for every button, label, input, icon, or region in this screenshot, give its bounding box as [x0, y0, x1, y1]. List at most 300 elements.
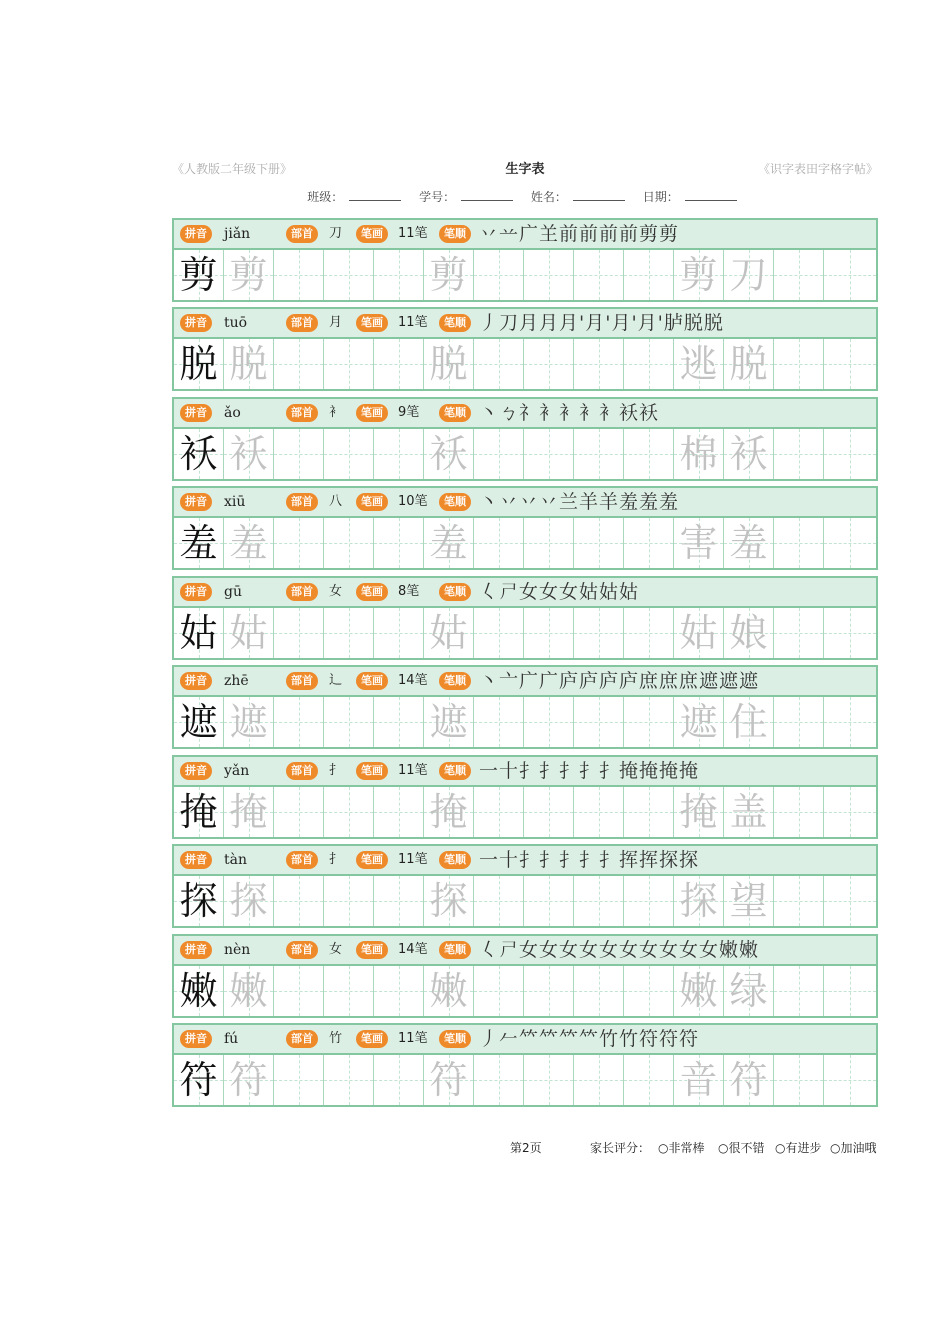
strokes-value: 11笔	[398, 315, 428, 330]
trace-character: 袄	[229, 432, 268, 476]
grid-cell[interactable]	[774, 339, 824, 389]
pinyin-tag: 拼音	[180, 851, 212, 869]
name-field[interactable]	[573, 190, 625, 201]
number-label: 学号：	[419, 190, 456, 204]
model-character: 符	[179, 1058, 218, 1102]
grid-cell[interactable]	[624, 250, 674, 300]
trace-character: 袄	[429, 432, 468, 476]
grid-cell[interactable]	[674, 608, 724, 658]
grid-cell[interactable]	[424, 250, 474, 300]
writing-grid	[172, 516, 878, 570]
order-tag: 笔顺	[439, 225, 471, 243]
grid-cell[interactable]	[624, 966, 674, 1016]
info-bar	[172, 665, 878, 695]
trace-character: 探	[229, 879, 268, 923]
grid-cell[interactable]	[324, 250, 374, 300]
grid-cell[interactable]	[374, 966, 424, 1016]
strokes-value: 11笔	[398, 226, 428, 241]
radical-tag: 部首	[286, 314, 318, 332]
strokes-tag: 笔画	[356, 225, 388, 243]
grid-cell[interactable]	[674, 339, 724, 389]
grid-cell[interactable]	[774, 697, 824, 747]
radical-tag: 部首	[286, 762, 318, 780]
class-label: 班级：	[307, 190, 344, 204]
grid-cell[interactable]	[274, 339, 324, 389]
pinyin-tag: 拼音	[180, 404, 212, 422]
grid-cell[interactable]	[424, 787, 474, 837]
order-tag: 笔顺	[439, 1030, 471, 1048]
grid-cell[interactable]	[274, 1055, 324, 1105]
grid-cell[interactable]	[824, 787, 876, 837]
grid-cell[interactable]	[374, 429, 424, 479]
grid-cell[interactable]	[574, 518, 624, 568]
trace-character: 脱	[729, 342, 768, 386]
grid-cell[interactable]	[224, 697, 274, 747]
pinyin-tag: 拼音	[180, 1030, 212, 1048]
grid-cell[interactable]	[774, 876, 824, 926]
grid-cell[interactable]	[724, 250, 774, 300]
grid-cell[interactable]	[424, 518, 474, 568]
grid-cell[interactable]	[674, 787, 724, 837]
pinyin-tag: 拼音	[180, 762, 212, 780]
pinyin-value: zhē	[224, 673, 249, 689]
grid-cell[interactable]	[274, 518, 324, 568]
trace-character: 嫩	[429, 969, 468, 1013]
grid-cell[interactable]	[424, 876, 474, 926]
grid-cell[interactable]	[824, 429, 876, 479]
radical-tag: 部首	[286, 851, 318, 869]
grid-cell[interactable]	[824, 876, 876, 926]
grid-cell[interactable]	[424, 429, 474, 479]
grid-cell[interactable]	[174, 876, 224, 926]
grid-cell[interactable]	[224, 429, 274, 479]
trace-character: 羞	[729, 521, 768, 565]
grid-cell[interactable]	[324, 966, 374, 1016]
grid-cell[interactable]	[574, 1055, 624, 1105]
trace-character: 刀	[729, 253, 768, 297]
pinyin-value: fú	[224, 1031, 239, 1047]
pinyin-value: xiū	[224, 494, 246, 510]
radical-value: 衤	[329, 405, 343, 420]
order-tag: 笔顺	[439, 314, 471, 332]
rating-option-good[interactable]: ○很不错	[718, 1141, 765, 1155]
grid-cell[interactable]	[824, 1055, 876, 1105]
grid-cell[interactable]	[474, 876, 524, 926]
grid-cell[interactable]	[574, 787, 624, 837]
model-character: 羞	[179, 521, 218, 565]
rating-option-progress[interactable]: ○有进步	[775, 1141, 822, 1155]
grid-cell[interactable]	[624, 339, 674, 389]
strokes-tag: 笔画	[356, 672, 388, 690]
grid-cell[interactable]	[174, 966, 224, 1016]
grid-cell[interactable]	[374, 339, 424, 389]
grid-cell[interactable]	[824, 697, 876, 747]
grid-cell[interactable]	[724, 966, 774, 1016]
grid-cell[interactable]	[474, 429, 524, 479]
trace-character: 符	[429, 1058, 468, 1102]
grid-cell[interactable]	[724, 339, 774, 389]
radical-value: 刀	[329, 226, 343, 241]
grid-cell[interactable]	[774, 608, 824, 658]
stroke-order: 丿𠂉𥫗𥫗𥫗𥫗竹竹符符符	[479, 1028, 700, 1050]
model-character: 剪	[179, 253, 218, 297]
book-title: 《人教版二年级下册》	[172, 162, 293, 176]
grid-cell[interactable]	[574, 966, 624, 1016]
trace-character: 嫩	[679, 969, 718, 1013]
stroke-order: 一十扌扌扌扌扌掩掩掩掩	[479, 760, 700, 782]
pinyin-tag: 拼音	[180, 314, 212, 332]
trace-character: 符	[229, 1058, 268, 1102]
trace-character: 羞	[429, 521, 468, 565]
pinyin-tag: 拼音	[180, 672, 212, 690]
grid-cell[interactable]	[374, 608, 424, 658]
strokes-value: 10笔	[398, 494, 428, 509]
rating-option-keep-going[interactable]: ○加油哦	[830, 1141, 877, 1155]
character-row	[172, 934, 878, 1016]
radical-tag: 部首	[286, 941, 318, 959]
trace-character: 逃	[679, 342, 718, 386]
radical-value: 扌	[329, 852, 343, 867]
trace-character: 遮	[429, 700, 468, 744]
grid-cell[interactable]	[524, 966, 574, 1016]
strokes-value: 11笔	[398, 852, 428, 867]
strokes-value: 14笔	[398, 673, 428, 688]
grid-cell[interactable]	[824, 339, 876, 389]
grid-cell[interactable]	[774, 250, 824, 300]
grid-cell[interactable]	[374, 787, 424, 837]
grid-cell[interactable]	[224, 1055, 274, 1105]
strokes-value: 14笔	[398, 942, 428, 957]
writing-grid	[172, 1053, 878, 1107]
trace-character: 剪	[679, 253, 718, 297]
grid-cell[interactable]	[174, 608, 224, 658]
strokes-tag: 笔画	[356, 314, 388, 332]
grid-cell[interactable]	[674, 697, 724, 747]
grid-cell[interactable]	[724, 876, 774, 926]
radical-tag: 部首	[286, 1030, 318, 1048]
trace-character: 脱	[229, 342, 268, 386]
grid-cell[interactable]	[674, 518, 724, 568]
grid-cell[interactable]	[524, 608, 574, 658]
trace-character: 掩	[429, 790, 468, 834]
grid-cell[interactable]	[724, 1055, 774, 1105]
strokes-tag: 笔画	[356, 1030, 388, 1048]
order-tag: 笔顺	[439, 583, 471, 601]
grid-cell[interactable]	[774, 518, 824, 568]
grid-cell[interactable]	[424, 339, 474, 389]
model-character: 嫩	[179, 969, 218, 1013]
grid-cell[interactable]	[624, 787, 674, 837]
trace-character: 剪	[229, 253, 268, 297]
trace-character: 脱	[429, 342, 468, 386]
grid-cell[interactable]	[324, 697, 374, 747]
order-tag: 笔顺	[439, 672, 471, 690]
rating-option-great[interactable]: ○非常棒	[658, 1141, 705, 1155]
grid-cell[interactable]	[424, 608, 474, 658]
radical-value: 女	[329, 584, 343, 599]
grid-cell[interactable]	[624, 697, 674, 747]
writing-grid	[172, 427, 878, 481]
grid-cell[interactable]	[324, 339, 374, 389]
stroke-order: 丷䒑广𦍌前前前前剪剪	[479, 223, 680, 245]
grid-cell[interactable]	[524, 1055, 574, 1105]
character-row	[172, 397, 878, 479]
grid-cell[interactable]	[374, 1055, 424, 1105]
grid-cell[interactable]	[524, 250, 574, 300]
strokes-tag: 笔画	[356, 583, 388, 601]
stroke-order: 𡿨𡰣女女女女女女女女女女嫩嫩	[479, 939, 760, 961]
info-bar	[172, 486, 878, 516]
grid-cell[interactable]	[524, 697, 574, 747]
info-bar	[172, 397, 878, 427]
grid-cell[interactable]	[774, 787, 824, 837]
strokes-value: 9笔	[398, 405, 420, 420]
trace-character: 望	[729, 879, 768, 923]
grid-cell[interactable]	[274, 876, 324, 926]
info-bar	[172, 755, 878, 785]
grid-cell[interactable]	[274, 608, 324, 658]
student-info-line	[172, 188, 878, 205]
trace-character: 嫩	[229, 969, 268, 1013]
info-bar	[172, 576, 878, 606]
grid-cell[interactable]	[624, 876, 674, 926]
strokes-value: 11笔	[398, 763, 428, 778]
order-tag: 笔顺	[439, 941, 471, 959]
grid-cell[interactable]	[274, 787, 324, 837]
grid-cell[interactable]	[674, 966, 724, 1016]
grid-cell[interactable]	[674, 1055, 724, 1105]
grid-cell[interactable]	[374, 697, 424, 747]
trace-character: 遮	[679, 700, 718, 744]
grid-cell[interactable]	[574, 429, 624, 479]
grid-cell[interactable]	[824, 518, 876, 568]
trace-character: 遮	[229, 700, 268, 744]
character-row	[172, 665, 878, 747]
grid-cell[interactable]	[674, 876, 724, 926]
strokes-value: 8笔	[398, 584, 420, 599]
number-field[interactable]	[461, 190, 513, 201]
grid-cell[interactable]	[474, 608, 524, 658]
grid-cell[interactable]	[724, 697, 774, 747]
grid-cell[interactable]	[224, 608, 274, 658]
page-number: 第2页	[510, 1141, 542, 1155]
series-title: 《识字表田字格字帖》	[757, 162, 878, 176]
trace-character: 羞	[229, 521, 268, 565]
grid-cell[interactable]	[724, 518, 774, 568]
trace-character: 盖	[729, 790, 768, 834]
trace-character: 探	[429, 879, 468, 923]
grid-cell[interactable]	[224, 876, 274, 926]
grid-cell[interactable]	[574, 250, 624, 300]
grid-cell[interactable]	[524, 518, 574, 568]
grid-cell[interactable]	[224, 787, 274, 837]
radical-value: 八	[329, 494, 343, 509]
trace-character: 姑	[679, 611, 718, 655]
radical-tag: 部首	[286, 672, 318, 690]
info-bar	[172, 934, 878, 964]
grid-cell[interactable]	[824, 608, 876, 658]
trace-character: 袄	[729, 432, 768, 476]
stroke-order: 丶丷丷丷兰羊羊羞羞羞	[479, 491, 680, 513]
stroke-order: 丶ㄅ礻衤衤衤衤袄袄	[479, 402, 660, 424]
grid-cell[interactable]	[174, 339, 224, 389]
pinyin-value: yǎn	[224, 763, 250, 779]
grid-cell[interactable]	[774, 966, 824, 1016]
grid-cell[interactable]	[224, 966, 274, 1016]
trace-character: 绿	[729, 969, 768, 1013]
trace-character: 掩	[679, 790, 718, 834]
order-tag: 笔顺	[439, 493, 471, 511]
model-character: 脱	[179, 342, 218, 386]
model-character: 探	[179, 879, 218, 923]
grid-cell[interactable]	[274, 250, 324, 300]
grid-cell[interactable]	[774, 429, 824, 479]
pinyin-tag: 拼音	[180, 225, 212, 243]
grid-cell[interactable]	[274, 966, 324, 1016]
order-tag: 笔顺	[439, 762, 471, 780]
info-bar	[172, 218, 878, 248]
grid-cell[interactable]	[524, 429, 574, 479]
grid-cell[interactable]	[474, 966, 524, 1016]
grid-cell[interactable]	[324, 518, 374, 568]
character-row	[172, 218, 878, 300]
grid-cell[interactable]	[174, 1055, 224, 1105]
character-row	[172, 1023, 878, 1105]
grid-cell[interactable]	[324, 787, 374, 837]
grid-cell[interactable]	[474, 1055, 524, 1105]
grid-cell[interactable]	[424, 697, 474, 747]
grid-cell[interactable]	[274, 429, 324, 479]
writing-grid	[172, 785, 878, 839]
grid-cell[interactable]	[624, 1055, 674, 1105]
trace-character: 姑	[229, 611, 268, 655]
pinyin-value: jiǎn	[224, 226, 251, 242]
trace-character: 剪	[429, 253, 468, 297]
grid-cell[interactable]	[474, 339, 524, 389]
strokes-tag: 笔画	[356, 404, 388, 422]
grid-cell[interactable]	[524, 876, 574, 926]
radical-tag: 部首	[286, 583, 318, 601]
grid-cell[interactable]	[474, 518, 524, 568]
order-tag: 笔顺	[439, 404, 471, 422]
grid-cell[interactable]	[724, 429, 774, 479]
info-bar	[172, 844, 878, 874]
grid-cell[interactable]	[274, 697, 324, 747]
grid-cell[interactable]	[174, 787, 224, 837]
radical-tag: 部首	[286, 404, 318, 422]
stroke-order: 丶亠广广庐庐庐庐庶庶庶遮遮遮	[479, 670, 760, 692]
radical-tag: 部首	[286, 493, 318, 511]
grid-cell[interactable]	[174, 697, 224, 747]
pinyin-tag: 拼音	[180, 583, 212, 601]
stroke-order: 𡿨𡰣女女女姑姑姑	[479, 581, 640, 603]
grid-cell[interactable]	[624, 429, 674, 479]
grid-cell[interactable]	[174, 250, 224, 300]
pinyin-value: ǎo	[224, 405, 241, 421]
grid-cell[interactable]	[474, 250, 524, 300]
grid-cell[interactable]	[824, 250, 876, 300]
trace-character: 娘	[729, 611, 768, 655]
strokes-tag: 笔画	[356, 851, 388, 869]
grid-cell[interactable]	[824, 966, 876, 1016]
grid-cell[interactable]	[574, 876, 624, 926]
page-title: 生字表	[505, 162, 545, 177]
grid-cell[interactable]	[524, 787, 574, 837]
grid-cell[interactable]	[524, 339, 574, 389]
date-label: 日期：	[642, 190, 679, 204]
writing-grid	[172, 248, 878, 302]
trace-character: 姑	[429, 611, 468, 655]
grid-cell[interactable]	[724, 787, 774, 837]
rating-label: 家长评分：	[590, 1141, 651, 1155]
info-bar	[172, 307, 878, 337]
pinyin-value: nèn	[224, 942, 251, 958]
strokes-tag: 笔画	[356, 941, 388, 959]
grid-cell[interactable]	[674, 250, 724, 300]
grid-cell[interactable]	[374, 250, 424, 300]
radical-value: 扌	[329, 763, 343, 778]
character-row	[172, 844, 878, 926]
model-character: 姑	[179, 611, 218, 655]
writing-grid	[172, 606, 878, 660]
trace-character: 掩	[229, 790, 268, 834]
order-tag: 笔顺	[439, 851, 471, 869]
info-bar	[172, 1023, 878, 1053]
writing-grid	[172, 874, 878, 928]
grid-cell[interactable]	[324, 429, 374, 479]
date-field[interactable]	[685, 190, 737, 201]
trace-character: 棉	[679, 432, 718, 476]
grid-cell[interactable]	[374, 518, 424, 568]
model-character: 袄	[179, 432, 218, 476]
radical-value: 女	[329, 942, 343, 957]
grid-cell[interactable]	[374, 876, 424, 926]
grid-cell[interactable]	[224, 250, 274, 300]
character-row	[172, 576, 878, 658]
grid-cell[interactable]	[574, 339, 624, 389]
radical-value: 月	[329, 315, 343, 330]
grid-cell[interactable]	[324, 1055, 374, 1105]
character-row	[172, 307, 878, 389]
grid-cell[interactable]	[474, 787, 524, 837]
trace-character: 害	[679, 521, 718, 565]
model-character: 掩	[179, 790, 218, 834]
grid-cell[interactable]	[624, 608, 674, 658]
grid-cell[interactable]	[224, 518, 274, 568]
grid-cell[interactable]	[324, 876, 374, 926]
pinyin-tag: 拼音	[180, 493, 212, 511]
stroke-order: 丿刀月月月'月'月'月'胪脱脱	[479, 312, 724, 334]
grid-cell[interactable]	[474, 697, 524, 747]
grid-cell[interactable]	[424, 966, 474, 1016]
strokes-tag: 笔画	[356, 762, 388, 780]
grid-cell[interactable]	[224, 339, 274, 389]
grid-cell[interactable]	[424, 1055, 474, 1105]
strokes-tag: 笔画	[356, 493, 388, 511]
grid-cell[interactable]	[624, 518, 674, 568]
radical-tag: 部首	[286, 225, 318, 243]
grid-cell[interactable]	[674, 429, 724, 479]
grid-cell[interactable]	[324, 608, 374, 658]
grid-cell[interactable]	[174, 518, 224, 568]
grid-cell[interactable]	[174, 429, 224, 479]
trace-character: 音	[679, 1058, 718, 1102]
grid-cell[interactable]	[774, 1055, 824, 1105]
grid-cell[interactable]	[574, 697, 624, 747]
grid-cell[interactable]	[574, 608, 624, 658]
class-field[interactable]	[349, 190, 401, 201]
grid-cell[interactable]	[724, 608, 774, 658]
